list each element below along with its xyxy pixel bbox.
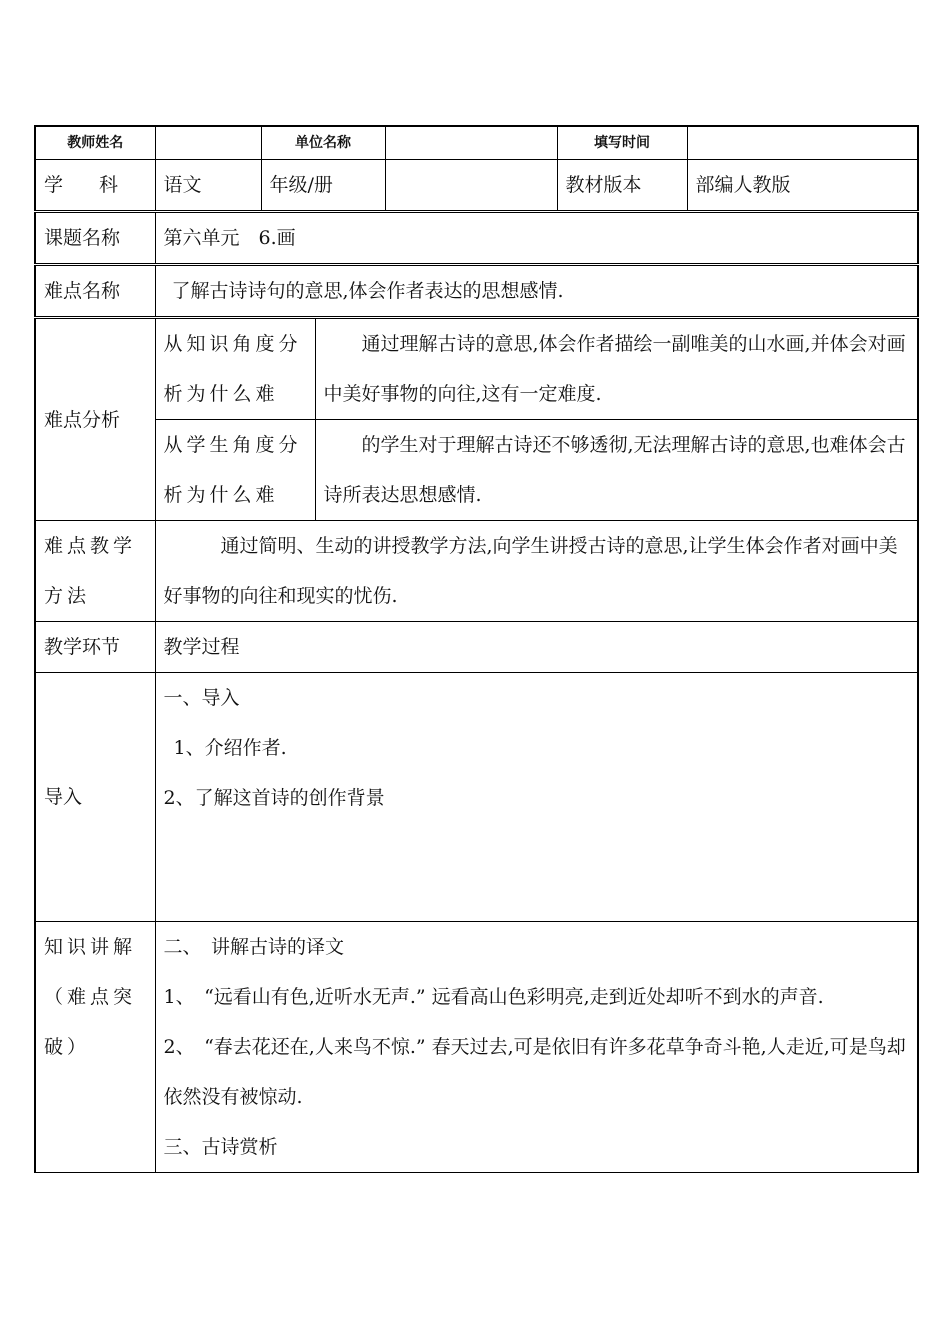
knowledge-angle-text[interactable]: 通过理解古诗的意思,体会作者描绘一副唯美的山水画,并体会对画中美好事物的向往,这有一定难度. xyxy=(315,318,918,420)
knowledge-line-3: 2、 “春去花还在,人来鸟不惊.” 春天过去,可是依旧有许多花草争奇斗艳,人走近,可是鸟却依然没有被惊动. xyxy=(163,1036,906,1108)
topic-label: 课题名称 xyxy=(35,212,155,265)
knowledge-angle-label: 从知识角度分析为什么难 xyxy=(155,318,315,420)
teacher-name-label: 教师姓名 xyxy=(35,126,155,160)
intro-content[interactable] xyxy=(155,673,918,922)
intro-line-2: 1、介绍作者. xyxy=(173,737,287,759)
knowledge-label: 知识讲解（难点突破） xyxy=(35,922,155,1173)
difficulty-label: 难点名称 xyxy=(35,265,155,318)
process-label: 教学过程 xyxy=(155,622,918,673)
knowledge-line-1: 二、 讲解古诗的译文 xyxy=(163,936,345,958)
difficulty-value[interactable]: 了解古诗诗句的意思,体会作者表达的思想感情. xyxy=(155,265,918,318)
analysis-row-knowledge xyxy=(35,318,918,420)
intro-row xyxy=(35,673,918,922)
stage-label: 教学环节 xyxy=(35,622,155,673)
lesson-plan-table xyxy=(34,125,919,1173)
topic-row xyxy=(35,212,918,265)
method-text[interactable]: 通过简明、生动的讲授教学方法,向学生讲授古诗的意思,让学生体会作者对画中美好事物的向往和现实的忧伤. xyxy=(155,521,918,622)
method-row xyxy=(35,521,918,622)
fill-time-value[interactable] xyxy=(687,126,918,160)
process-header-row xyxy=(35,622,918,673)
grade-label: 年级/册 xyxy=(261,160,385,212)
unit-name-value[interactable] xyxy=(385,126,557,160)
intro-line-1: 一、导入 xyxy=(163,687,240,709)
edition-value[interactable]: 部编人教版 xyxy=(687,160,918,212)
intro-line-3: 2、了解这首诗的创作背景 xyxy=(163,787,385,809)
method-label: 难点教学方法 xyxy=(35,521,155,622)
edition-label: 教材版本 xyxy=(557,160,687,212)
teacher-name-value[interactable] xyxy=(155,126,261,160)
subject-label: 学 科 xyxy=(35,160,155,212)
header-row xyxy=(35,126,918,160)
analysis-row-student xyxy=(35,420,918,521)
grade-value[interactable] xyxy=(385,160,557,212)
subject-row xyxy=(35,160,918,212)
subject-value[interactable]: 语文 xyxy=(155,160,261,212)
fill-time-label: 填写时间 xyxy=(557,126,687,160)
topic-value[interactable]: 第六单元 6.画 xyxy=(155,212,918,265)
knowledge-row xyxy=(35,922,918,1173)
knowledge-line-2: 1、 “远看山有色,近听水无声.” 远看高山色彩明亮,走到近处却听不到水的声音. xyxy=(163,986,824,1008)
knowledge-line-4: 三、古诗赏析 xyxy=(163,1136,278,1158)
intro-label: 导入 xyxy=(35,673,155,922)
knowledge-content[interactable] xyxy=(155,922,918,1173)
unit-name-label: 单位名称 xyxy=(261,126,385,160)
student-angle-text[interactable]: 的学生对于理解古诗还不够透彻,无法理解古诗的意思,也难体会古诗所表达思想感情. xyxy=(315,420,918,521)
difficulty-row xyxy=(35,265,918,318)
analysis-label: 难点分析 xyxy=(35,318,155,521)
student-angle-label: 从学生角度分析为什么难 xyxy=(155,420,315,521)
